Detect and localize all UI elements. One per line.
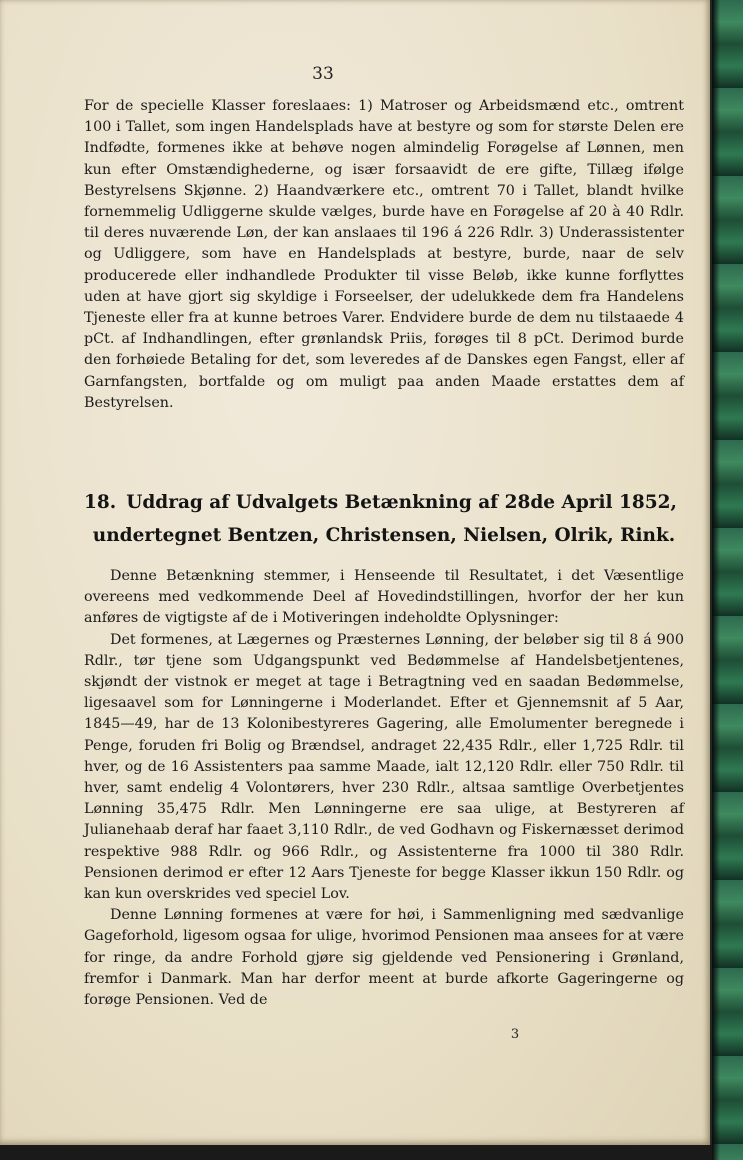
section-number: 18.: [84, 492, 117, 513]
paragraph: Denne Lønning formenes at være for høi, i Sammenligning med sædvanlige Gageforhold, ligesom ogsaa for ulige, hvorimod Pensionen maa ansees for at være for ringe, da andre Forhold gjøre sig gjeldende ved Pensionering i Grønland, fremfor i Danmark. Man har derfor meent at burde afkorte Gageringerne og forøge Pensionen. Ved de: [84, 907, 684, 1009]
page-number: 33: [312, 64, 334, 84]
paragraph: For de specielle Klasser foreslaaes: 1) Matroser og Arbeidsmænd etc., omtrent 100 i Tallet, som ingen Handelsplads have at bestyre og som for største Delen ere Indfødte, formenes ikke at behøve nogen almindelig Forøgelse af Lønnen, men kun efter Omstændighederne, og især forsaavidt de ere gifte, Tillæg ifølge Bestyrelsens Skjønne. 2) Haandværkere etc., omtrent 70 i Tallet, blandt hvilke fornemmelig Udliggerne skulde vælges, burde have en Forøgelse af 20 à 40 Rdlr. til deres nuværende Løn, der kan anslaaes til 196 á 226 Rdlr. 3) Underassistenter og Udliggere, som have en Handelsplads at bestyre, burde, naar de selv producerede eller indhandlede Produkter til visse Beløb, ikke kunne forflyttes uden at have gjort sig skyldige i Forseelser, der udelukkede dem fra Handelens Tjeneste eller fra at kunne betroes Varer. Endvidere burde de dem nu tilstaaede 4 pCt. af Indhandlingen, efter grønlandsk Priis, forøges til 8 pCt. Derimod burde den forhøiede Betaling for det, som leveredes af de Danskes egen Fangst, eller af Garnfangsten, bortfalde og om muligt paa anden Maade erstattes dem af Bestyrelsen.: [84, 98, 684, 411]
section-title-line-2: undertegnet Bentzen, Christensen, Nielsen, Olrik, Rink.: [92, 525, 676, 546]
section-title-line-1: Uddrag af Udvalgets Betænkning af 28de April 1852,: [126, 492, 677, 513]
paragraph: Denne Betænkning stemmer, i Henseende til Resultatet, i det Væsentlige overeens med vedkommende Deel af Hovedindstillingen, hvorfor der her kun anføres de vigtigste af de i Motiveringen indeholdte Oplysninger:: [84, 568, 684, 627]
text-block-bottom: [84, 566, 684, 1011]
edge-shadow: [712, 0, 720, 1160]
section-heading: [84, 486, 684, 552]
signature-mark: 3: [510, 1027, 520, 1042]
text-block-top: [84, 96, 684, 414]
paragraph: Det formenes, at Lægernes og Præsternes Lønning, der beløber sig til 8 á 900 Rdlr., tør tjene som Udgangspunkt ved Bedømmelse af Handelsbetjentenes, skjøndt der vistnok er meget at tage i Betragtning ved en saadan Bedømmelse, ligesaavel som for Lønningerne i Moderlandet. Efter et Gjennemsnit af 5 Aar, 1845—49, har de 13 Kolonibestyreres Gagering, alle Emolumenter beregnede i Penge, foruden fri Bolig og Brændsel, andraget 22,435 Rdlr., eller 1,725 Rdlr. til hver, og de 16 Assistenters paa samme Maade, ialt 12,120 Rdlr. eller 750 Rdlr. til hver, samt endelig 4 Volontørers, hver 230 Rdlr., altsaa samtlige Overbetjentes Lønning 35,475 Rdlr. Men Lønningerne ere saa ulige, at Bestyreren af Julianehaab deraf har faaet 3,110 Rdlr., de ved Godhavn og Fiskernæsset derimod respektive 988 Rdlr. og 966 Rdlr., og Assistenterne fra 1000 til 380 Rdlr. Pensionen derimod er efter 12 Aars Tjeneste for begge Klasser ikkun 150 Rdlr. og kan kun overskrides ved speciel Lov.: [84, 631, 684, 903]
page-bottom-shadow: [0, 1145, 712, 1160]
book-edge-background: [712, 0, 743, 1160]
